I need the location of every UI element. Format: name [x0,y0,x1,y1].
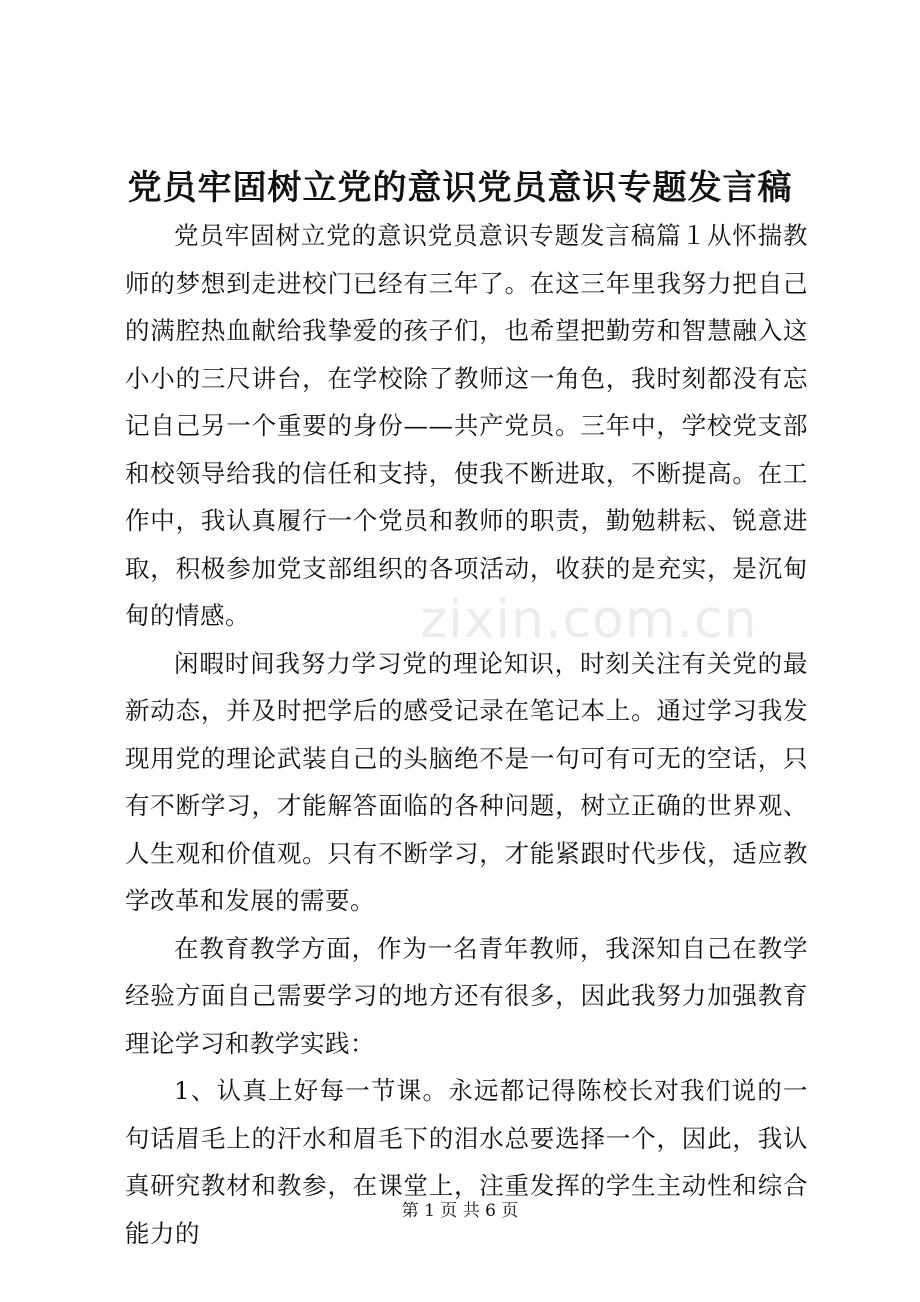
page-footer: 第 1 页 共 6 页 [401,1201,519,1221]
document-body [125,212,808,1257]
paragraph-1: 党员牢固树立党的意识党员意识专题发言稿篇１从怀揣教师的梦想到走进校门已经有三年了。在这三年里我努力把自己的满腔热血献给我挚爱的孩子们，也希望把勤劳和智慧融入这小小的三尺讲台，在学校除了教师这一角色，我时刻都没有忘记自己另一个重要的身份——共产党员。三年中，学校党支部和校领导给我的信任和支持，使我不断进取，不断提高。在工作中，我认真履行一个党员和教师的职责，勤勉耕耘、锐意进取，积极参加党支部组织的各项活动，收获的是充实，是沉甸甸的情感。 [125,221,808,630]
paragraph-4: 1、认真上好每一节课。永远都记得陈校长对我们说的一句话眉毛上的汗水和眉毛下的泪水总要选择一个，因此，我认真研究教材和教参，在课堂上，注重发挥的学生主动性和综合能力的 [125,1076,808,1248]
paragraph-3: 在教育教学方面，作为一名青年教师，我深知自己在教学经验方面自己需要学习的地方还有很多，因此我努力加强教育理论学习和教学实践： [125,933,808,1058]
document-title: 党员牢固树立党的意识党员意识专题发言稿 [127,168,793,208]
paragraph-2: 闲暇时间我努力学习党的理论知识，时刻关注有关党的最新动态，并及时把学后的感受记录在笔记本上。通过学习我发现用党的理论武装自己的头脑绝不是一句可有可无的空话，只有不断学习，才能解答面临的各种问题，树立正确的世界观、人生观和价值观。只有不断学习，才能紧跟时代步伐，适应教学改革和发展的需要。 [125,648,808,915]
watermark: zixin.com.cn [420,590,758,650]
